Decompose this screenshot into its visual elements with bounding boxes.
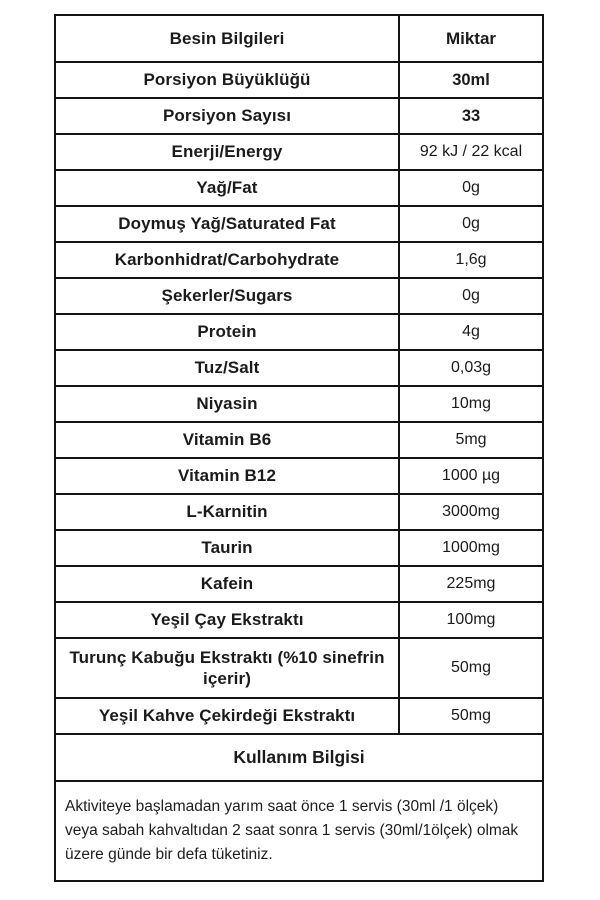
- row-value-cell: 5mg: [455, 431, 487, 448]
- table-row: [56, 61, 542, 97]
- table-row: [56, 565, 542, 601]
- table-row: [56, 349, 542, 385]
- row-value-cell: 4g: [462, 323, 480, 340]
- row-value-cell: 92 kJ / 22 kcal: [419, 143, 523, 160]
- row-value-cell: 33: [461, 106, 481, 125]
- row-label-cell: Karbonhidrat/Carbohydrate: [56, 243, 400, 277]
- row-label-cell: Yeşil Çay Ekstraktı: [56, 603, 400, 637]
- table-row: [56, 457, 542, 493]
- row-label-cell: Taurin: [56, 531, 400, 565]
- table-row: [56, 97, 542, 133]
- table-row: [56, 169, 542, 205]
- row-label-cell: L-Karnitin: [56, 495, 400, 529]
- row-label-cell: Kafein: [56, 567, 400, 601]
- row-label-cell: Niyasin: [56, 387, 400, 421]
- row-label-cell: Enerji/Energy: [56, 135, 400, 169]
- table-row: [56, 277, 542, 313]
- usage-info-title: Kullanım Bilgisi: [56, 733, 542, 780]
- row-value-cell: 0g: [462, 215, 480, 232]
- usage-info-text: Aktiviteye başlamadan yarım saat önce 1 servis (30ml /1 ölçek) veya sabah kahvaltıdan 2 saat sonra 1 servis (30ml/1ölçek) olmak üzere günde bir defa tüketiniz.: [56, 780, 542, 880]
- row-value-cell: 50mg: [450, 659, 492, 676]
- row-value-cell: 0g: [462, 179, 480, 196]
- table-row: [56, 637, 542, 697]
- table-row: [56, 241, 542, 277]
- row-value-cell: 225mg: [446, 575, 496, 592]
- row-label-cell: Şekerler/Sugars: [56, 279, 400, 313]
- row-value-cell: 50mg: [450, 707, 492, 724]
- nutrition-table: [54, 14, 544, 882]
- header-nutrition-info: Besin Bilgileri: [56, 16, 400, 61]
- row-value-cell: 10mg: [450, 395, 492, 412]
- row-label-cell: Turunç Kabuğu Ekstraktı (%10 sinefrin içerir): [56, 639, 400, 697]
- row-value-cell: 1,6g: [455, 251, 487, 268]
- row-label-cell: Porsiyon Büyüklüğü: [56, 63, 400, 97]
- row-label-cell: Vitamin B6: [56, 423, 400, 457]
- row-label-cell: Porsiyon Sayısı: [56, 99, 400, 133]
- table-row: [56, 697, 542, 733]
- row-label-cell: Yeşil Kahve Çekirdeği Ekstraktı: [56, 699, 400, 733]
- row-value-cell: 1000mg: [442, 539, 500, 556]
- table-row: [56, 529, 542, 565]
- table-row: [56, 421, 542, 457]
- row-value-cell: 0g: [462, 287, 480, 304]
- row-label-cell: Vitamin B12: [56, 459, 400, 493]
- row-label-cell: Doymuş Yağ/Saturated Fat: [56, 207, 400, 241]
- table-row: [56, 133, 542, 169]
- row-value-cell: 0,03g: [450, 359, 492, 376]
- table-row: [56, 385, 542, 421]
- row-value-cell: 30ml: [452, 70, 490, 89]
- row-value-cell: 3000mg: [442, 503, 500, 520]
- table-row: [56, 601, 542, 637]
- row-label-cell: Protein: [56, 315, 400, 349]
- row-label-cell: Tuz/Salt: [56, 351, 400, 385]
- row-label-cell: Yağ/Fat: [56, 171, 400, 205]
- row-value-cell: 100mg: [446, 611, 496, 628]
- table-row: [56, 493, 542, 529]
- table-header-row: [56, 16, 542, 61]
- table-row: [56, 313, 542, 349]
- row-value-cell: 1000 µg: [441, 467, 501, 484]
- table-row: [56, 205, 542, 241]
- header-amount: Miktar: [445, 28, 497, 48]
